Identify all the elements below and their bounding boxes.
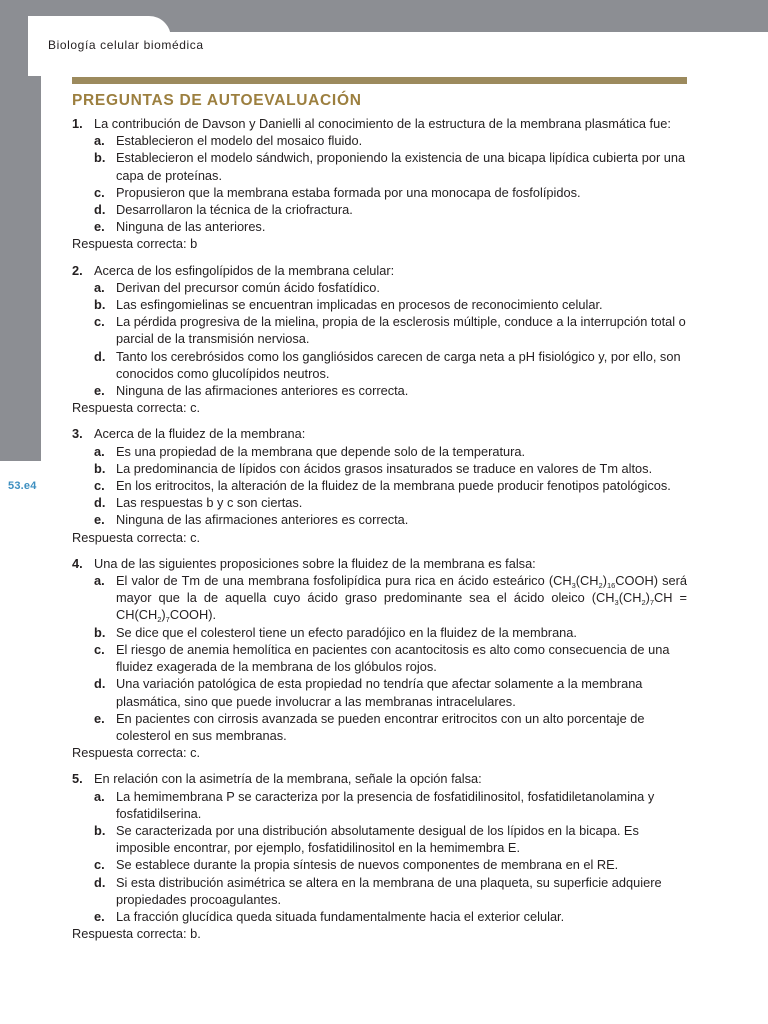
option-c: c. La pérdida progresiva de la mielina, propia de la esclerosis múltiple, conduce a la interrupción total o parcial de la transmisión nerviosa. xyxy=(94,314,686,347)
option-d: d. Una variación patológica de esta propiedad no tendría que afectar solamente a la membrana plasmática, sino que puede involucrar a las membranas intracelulares. xyxy=(94,676,643,709)
question-text: 1. La contribución de Davson y Danielli al conocimiento de la estructura de la membrana plasmática fue: xyxy=(72,116,671,131)
option-b: b. Se caracterizada por una distribución absolutamente desigual de los lípidos en la bicapa. Es imposible encontrar, por ejemplo, fosfatidilinositol en la hemimembra E. xyxy=(94,822,639,856)
option-a: a. El valor de Tm de una membrana fosfolipídica pura rica en ácido esteárico $(CH_3(CH_2)_{16}COOH)$ será mayor que la de aquella cuyo ácido graso predominante sea el ácido oleico ($CH_3(CH_2)_7CH$ = $CH(CH_2)_7COOH$). xyxy=(94,573,687,625)
option-e: e. En pacientes con cirrosis avanzada se pueden encontrar eritrocitos con un alto porcentaje de colesterol en sus membranas. xyxy=(94,710,645,743)
correct-answer: Respuesta correcta: b. xyxy=(72,926,201,942)
option-e: e. Ninguna de las afirmaciones anteriores es correcta. xyxy=(94,383,409,399)
section-title: PREGUNTAS DE AUTOEVALUACIÓN xyxy=(72,92,362,109)
question-4 xyxy=(72,555,687,761)
question-3 xyxy=(72,425,687,545)
option-d: d. Tanto los cerebrósidos como los gangliósidos carecen de carga neta a pH fisiológico y, por ello, son conocidos como glucolípidos neutros. xyxy=(94,348,681,381)
option-b: b. Las esfingomielinas se encuentran implicadas en procesos de reconocimiento celular. xyxy=(94,297,603,313)
option-d: d. Las respuestas b y c son ciertas. xyxy=(94,495,303,511)
option-a: a. Derivan del precursor común ácido fosfatídico. xyxy=(94,279,380,295)
correct-answer: Respuesta correcta: b xyxy=(72,236,198,252)
option-e: e. La fracción glucídica queda situada fundamentalmente hacia el exterior celular. xyxy=(94,908,565,924)
option-b: b. Establecieron el modelo sándwich, proponiendo la existencia de una bicapa lipídica cubierta por una capa de proteínas. xyxy=(94,150,686,183)
question-5 xyxy=(72,770,687,942)
option-a: a. Establecieron el modelo del mosaico fluido. xyxy=(94,133,363,149)
question-text: 3. Acerca de la fluidez de la membrana: xyxy=(72,426,306,442)
question-number: 2. xyxy=(72,262,83,278)
question-text: 5. En relación con la asimetría de la membrana, señale la opción falsa: xyxy=(72,771,482,787)
question-number: 1. xyxy=(72,116,83,131)
correct-answer: Respuesta correcta: c. xyxy=(72,400,201,416)
option-a: a. Es una propiedad de la membrana que depende solo de la temperatura. xyxy=(94,443,526,459)
question-number: 4. xyxy=(72,555,83,571)
question-1 xyxy=(72,115,687,253)
correct-answer: Respuesta correcta: c. xyxy=(72,529,201,545)
option-d: d. Si esta distribución asimétrica se altera en la membrana de una plaqueta, su superficie adquiere propiedades procoagulantes. xyxy=(94,874,662,907)
question-number: 3. xyxy=(72,426,83,442)
question-text: 2. Acerca de los esfingolípidos de la membrana celular: xyxy=(72,262,395,278)
question-number: 5. xyxy=(72,771,83,787)
option-c: c. Propusieron que la membrana estaba formada por una monocapa de fosfolípidos. xyxy=(94,184,581,200)
option-b: b. Se dice que el colesterol tiene un efecto paradójico en la fluidez de la membrana. xyxy=(94,624,577,640)
correct-answer: Respuesta correcta: c. xyxy=(72,745,201,761)
section-rule xyxy=(72,77,687,84)
option-e: e. Ninguna de las afirmaciones anteriores es correcta. xyxy=(94,512,409,528)
option-c: c. El riesgo de anemia hemolítica en pacientes con acantocitosis es alto como consecuencia de una fluidez exagerada de la membrana de los glóbulos rojos. xyxy=(94,641,670,675)
option-d: d. Desarrollaron la técnica de la criofractura. xyxy=(94,202,353,218)
question-2 xyxy=(72,262,687,417)
question-text: 4. Una de las siguientes proposiciones sobre la fluidez de la membrana es falsa: xyxy=(72,555,536,571)
book-title: Biología celular biomédica xyxy=(48,38,204,52)
option-b: b. La predominancia de lípidos con ácidos grasos insaturados se traduce en valores de Tm altos. xyxy=(94,460,653,476)
option-c: c. En los eritrocitos, la alteración de la fluidez de la membrana puede producir fenotipos patológicos. xyxy=(94,478,671,494)
option-e: e. Ninguna de las anteriores. xyxy=(94,219,266,235)
questions-list xyxy=(72,115,687,942)
option-c: c. Se establece durante la propia síntesis de nuevos componentes de membrana en el RE. xyxy=(94,857,619,873)
page-number: 53.e4 xyxy=(8,480,37,492)
option-a: a. La hemimembrana P se caracteriza por la presencia de fosfatidilinositol, fosfatidiletanolamina y fosfatidilserina. xyxy=(94,788,655,821)
